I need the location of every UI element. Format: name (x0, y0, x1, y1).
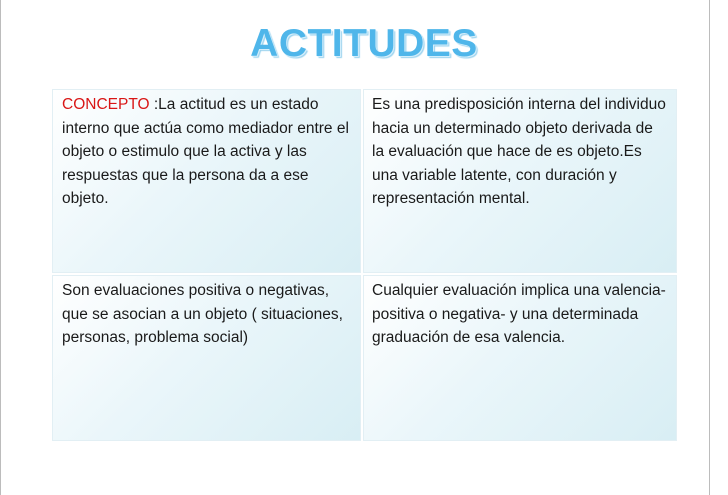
concept-label: CONCEPTO (62, 96, 150, 113)
cell-predisposition (364, 90, 676, 272)
cell-valence (364, 276, 676, 440)
cell-text: Son evaluaciones positiva o negativas, que se asocian a un objeto ( situaciones, personas, problema social) (62, 282, 343, 346)
concept-text: :La actitud es un estado interno que actúa como mediador entre el objeto o estimulo que la activa y las respuestas que la persona da a ese objeto. (62, 96, 349, 207)
concept-table (53, 90, 676, 440)
slide-title: ACTITUDES (250, 22, 478, 65)
cell-text (62, 93, 352, 211)
cell-concept-definition (53, 90, 360, 272)
cell-text: Cualquier evaluación implica una valencia-positiva o negativa- y una determinada graduación de esa valencia. (372, 282, 666, 346)
cell-text: Es una predisposición interna del individuo hacia un determinado objeto derivada de la evaluación que hace de es objeto.Es una variable latente, con duración y representación mental. (372, 96, 666, 207)
cell-evaluations (53, 276, 360, 440)
